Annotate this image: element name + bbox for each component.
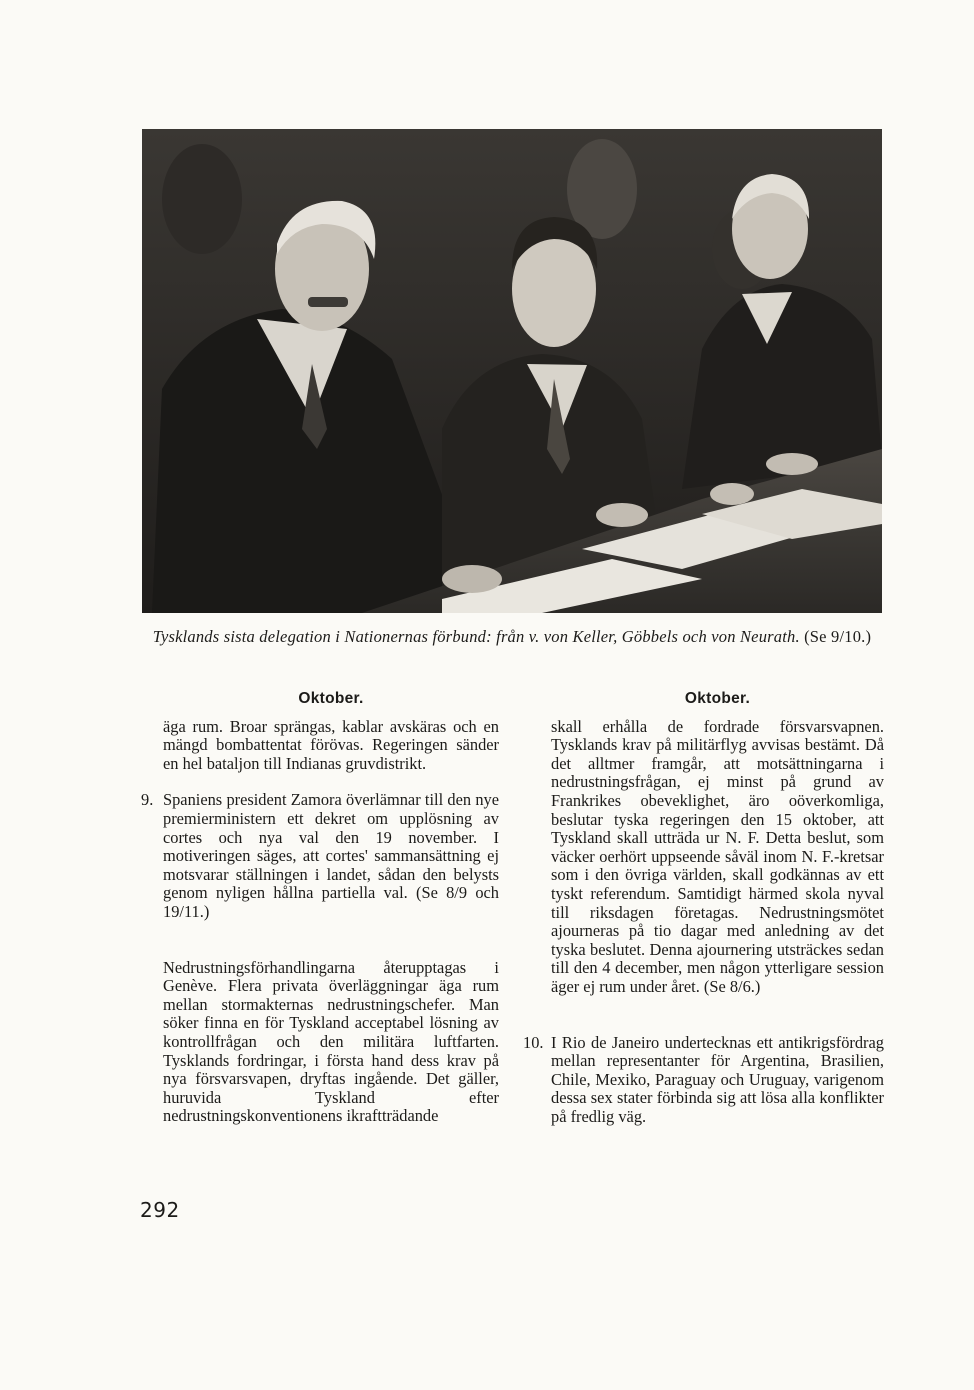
entry-10-text: I Rio de Janeiro undertecknas ett antikrigsfördrag mellan representanter för Argentina, Brasilien, Chile, Mexiko, Paraguay och Uruguay, varigenom dessa sex stater förbinda sig att lösa alla konflikter på fredlig väg. [551, 1032, 884, 1126]
right-continuation-text: skall erhålla de fordrade försvarsvapnen. Tysklands krav på militärflyg avvisas bestämt. Då det alltmer framgår, att motsättningarna i nedrustningsfrågan, ej minst på grund av Frankrikes obeveklighet, äro oöverkomliga, beslutar tyska regeringen den 15 oktober, att Tyskland skall utträda ur N. F. Detta beslut, som väcker oerhört uppseende såväl inom N. F.-kretsar som i den övriga världen, skall godkännas av ett tyskt referendum. Samtidigt härmed skola nyval till riksdagen företagas. Nedrustningsmötet ajourneras på tio dagar med anledning av det tyska beslutet. Denna ajournering utsträckes sedan till den 4 december, men någon ytterligare session äger ej rum under året. (Se 8/6.) [551, 716, 884, 996]
page-number: 292 [140, 1198, 180, 1222]
photo-caption [142, 627, 882, 647]
disarmament-paragraph: Nedrustningsförhandlingarna återupptagas i Genève. Flera privata överläggningar äga rum mellan stormakternas nedrustningschefer. Man söker finna en för Tyskland acceptabel lösning av kontrollfrågan och den militära luftfarten. Tysklands fordringar, i första hand dess krav på nya försvarsvapen, dryftas ingående. Det gäller, huruvida Tyskland efter nedrustningskonventionens ikraftträdande [163, 957, 499, 1126]
photograph [142, 129, 882, 613]
caption-text: Tysklands sista delegation i Nationernas förbund: från v. von Keller, Göbbels och von Neurath. [152, 627, 800, 646]
right-column [523, 690, 884, 1126]
caption-reference: (Se 9/10.) [804, 627, 872, 646]
entry-10 [523, 1032, 884, 1127]
left-month-heading: Oktober. [298, 690, 364, 707]
right-month-heading: Oktober. [684, 690, 751, 707]
left-continuation-text: äga rum. Broar sprängas, kablar avskäras och en mängd bombattentat förövas. Regeringen sänder en hel bataljon till Indianas gruvdistrikt. [163, 716, 499, 773]
entry-9-text: Spaniens president Zamora överlämnar till den nye premierministern ett dekret om upplösning av cortes och nya val den 19 november. I motiveringen säges, att cortes' sammansättning ej motsvarar ställningen i landet, sådan den belysts genom nyligen hållna partiella val. (Se 8/9 och 19/11.) [163, 790, 499, 921]
photo-illustration [142, 129, 882, 613]
entry-10-number: 10. [523, 1032, 544, 1052]
entry-9-number: 9. [141, 790, 154, 810]
left-column [141, 690, 499, 1126]
entry-9 [141, 790, 499, 921]
